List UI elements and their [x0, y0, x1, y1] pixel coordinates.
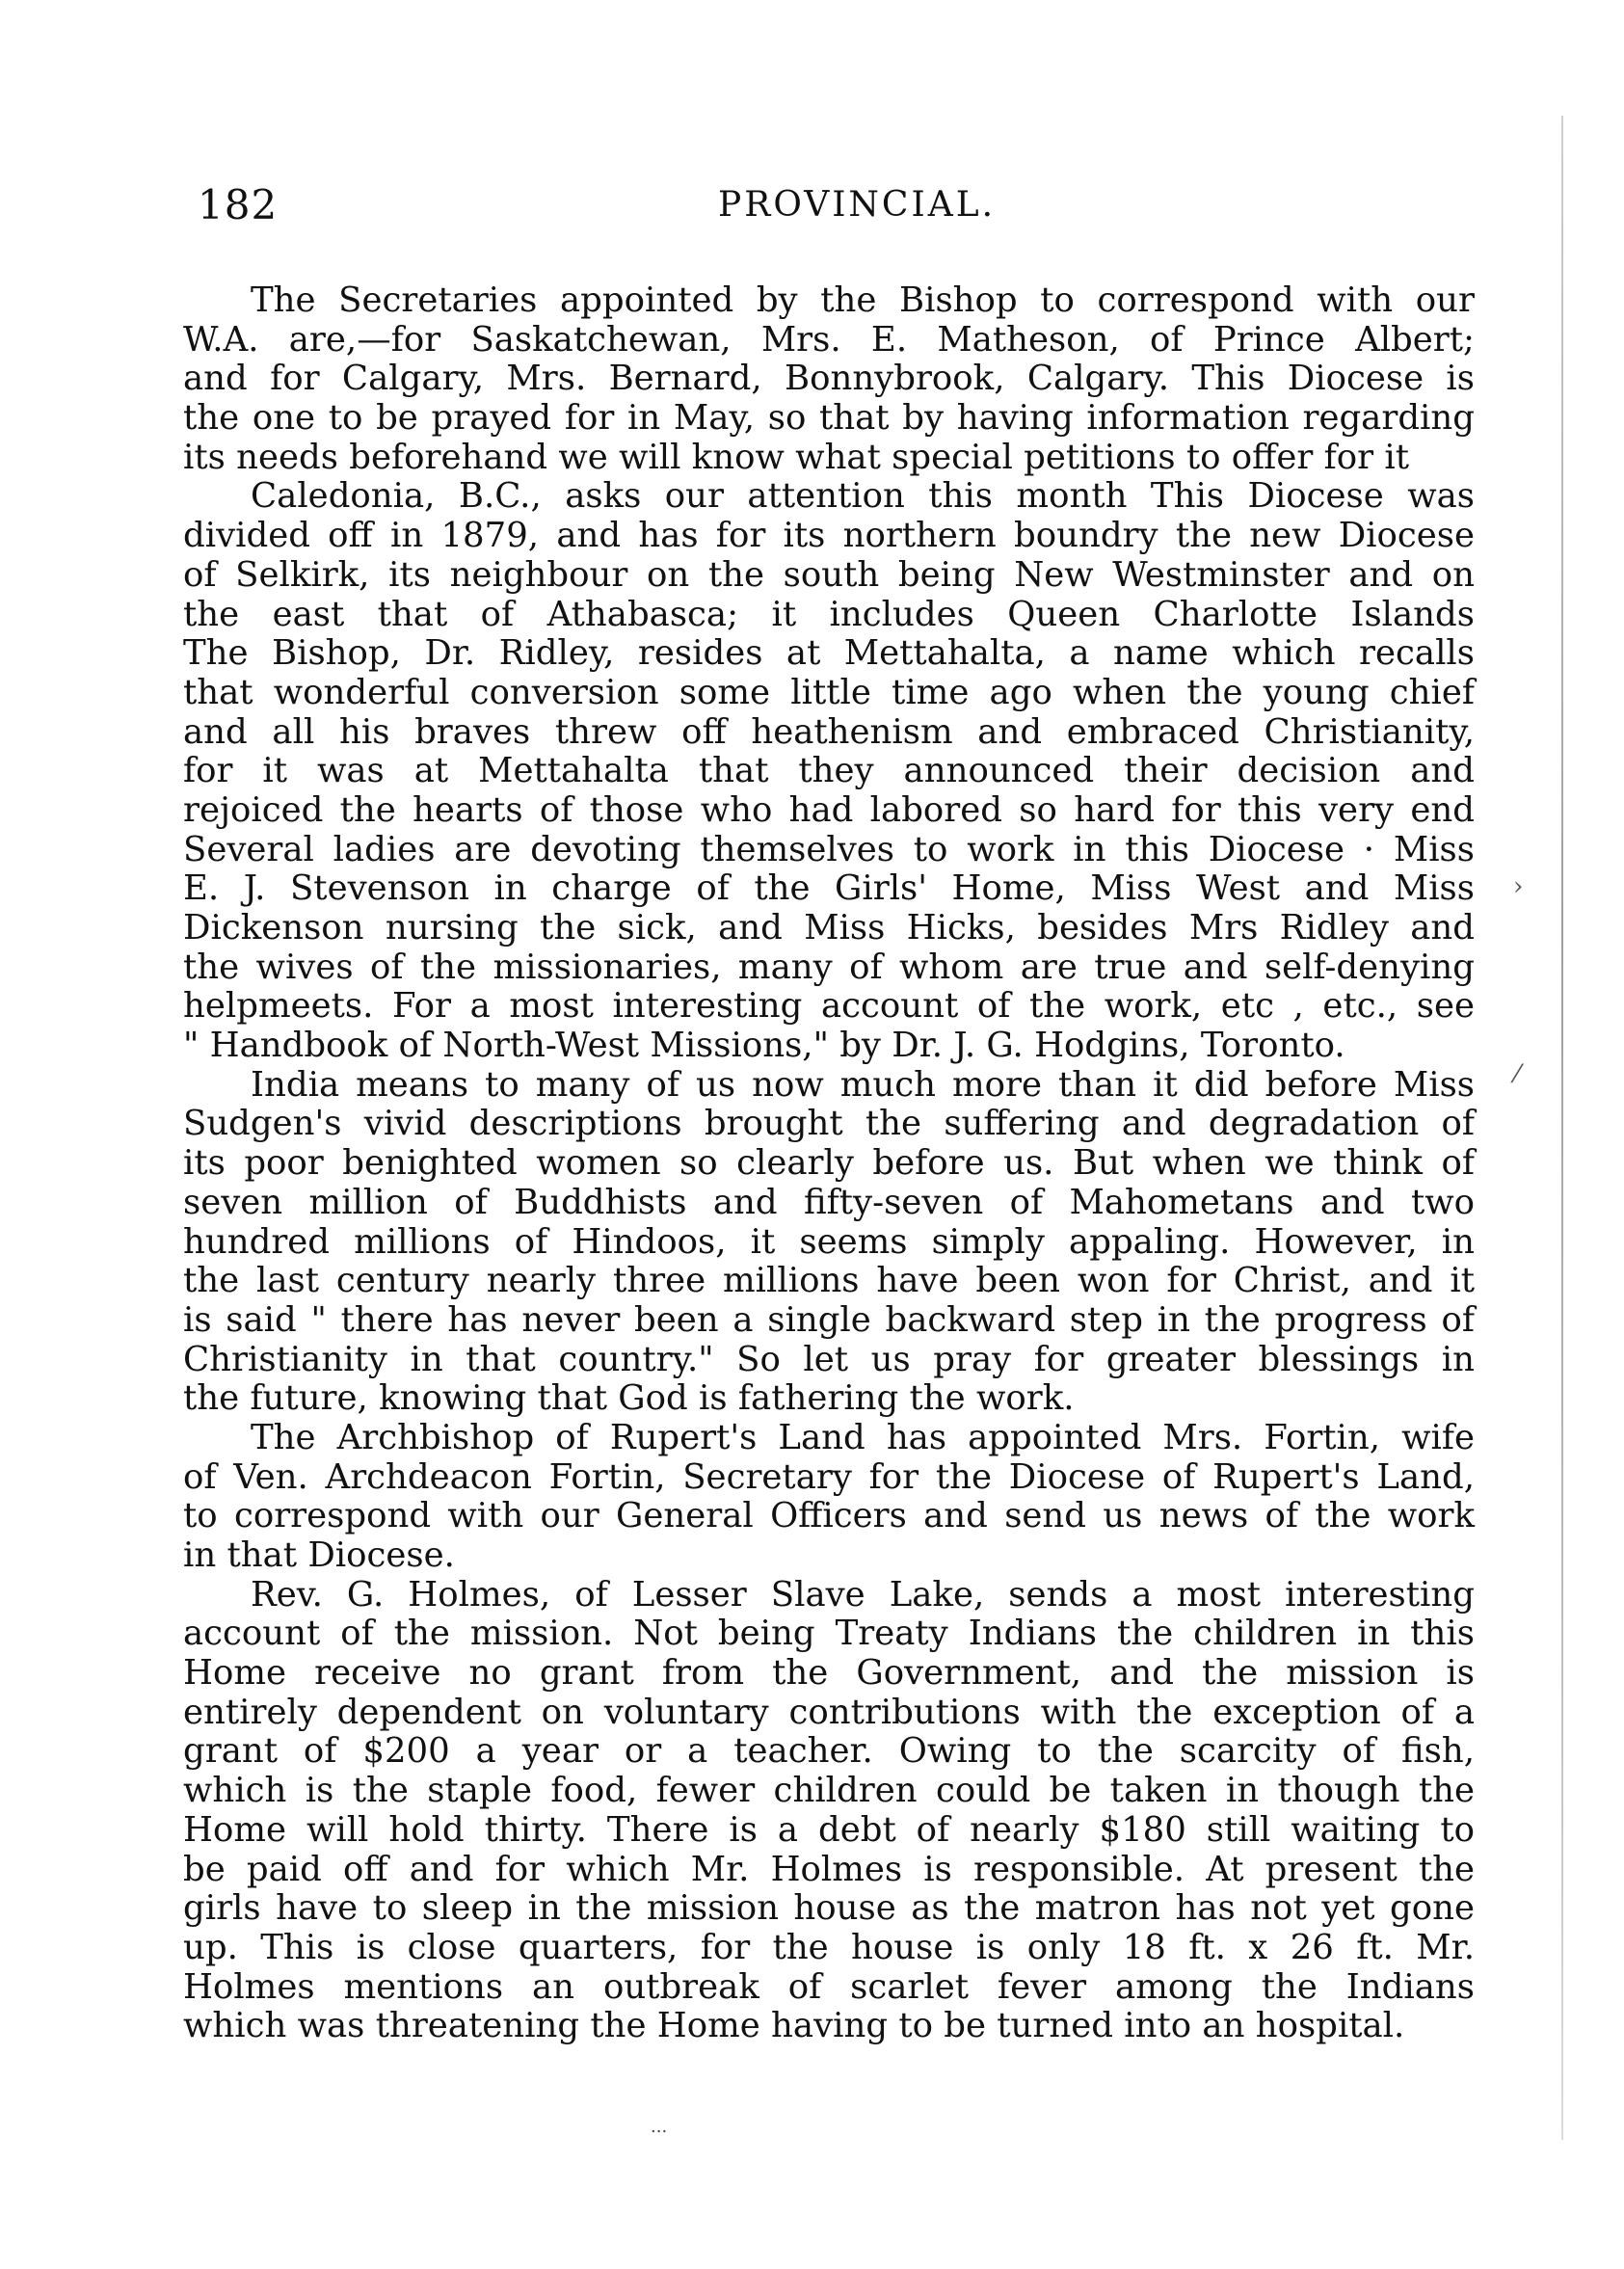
text-line: is said " there has never been a single backward step in the progress of	[183, 1299, 1475, 1340]
running-head: PROVINCIAL.	[718, 185, 997, 225]
page-number: 182	[198, 181, 279, 228]
text-line: the wives of the missionaries, many of whom are true and self-denying	[183, 947, 1475, 987]
text-line: E. J. Stevenson in charge of the Girls' Home, Miss West and Miss	[183, 868, 1475, 909]
text-line: Christianity in that country." So let us pray for greater blessings in	[183, 1339, 1475, 1379]
text-line: Home receive no grant from the Government, and the mission is	[183, 1653, 1475, 1694]
text-line: the east that of Athabasca; it includes Queen Charlotte Islands	[183, 594, 1475, 634]
footer-mark: ...	[651, 2117, 668, 2137]
margin-smudge-icon: ›	[1513, 872, 1524, 901]
text-line: Rev. G. Holmes, of Lesser Slave Lake, sends a most interesting	[251, 1574, 1475, 1615]
text-line: the future, knowing that God is fathering the work.	[183, 1378, 1075, 1419]
text-line: account of the mission. Not being Treaty Indians the children in this	[183, 1614, 1475, 1654]
text-line: grant of $200 a year or a teacher. Owing to the scarcity of fish,	[183, 1731, 1475, 1772]
text-line: Holmes mentions an outbreak of scarlet fever among the Indians	[183, 1966, 1475, 2007]
text-line: which was threatening the Home having to be turned into an hospital.	[183, 2006, 1405, 2046]
text-line: of Ven. Archdeacon Fortin, Secretary for the Diocese of Rupert's Land,	[183, 1456, 1475, 1497]
text-line: helpmeets. For a most interesting account of the work, etc , etc., see	[183, 986, 1475, 1027]
text-line: and all his braves threw off heathenism and embraced Christianity,	[183, 711, 1475, 752]
text-line: The Bishop, Dr. Ridley, resides at Mettahalta, a name which recalls	[183, 633, 1475, 674]
text-line: which is the staple food, fewer children could be taken in though the	[183, 1771, 1475, 1811]
text-line: the one to be prayed for in May, so that by having information regarding	[183, 398, 1475, 439]
text-line: entirely dependent on voluntary contributions with the exception of a	[183, 1692, 1475, 1732]
text-line: " Handbook of North-West Missions," by Dr. J. G. Hodgins, Toronto.	[183, 1026, 1345, 1066]
body-text	[183, 281, 1475, 2046]
text-line: W.A. are,—for Saskatchewan, Mrs. E. Matheson, of Prince Albert;	[183, 319, 1475, 360]
text-line: the last century nearly three millions have been won for Christ, and it	[183, 1261, 1475, 1301]
margin-smudge-icon: ⁄	[1515, 1060, 1520, 1089]
text-line: India means to many of us now much more than it did before Miss	[251, 1064, 1475, 1105]
text-line: Caledonia, B.C., asks our attention this month This Diocese was	[251, 476, 1475, 517]
text-line: that wonderful conversion some little time ago when the young chief	[183, 672, 1475, 712]
text-line: Home will hold thirty. There is a debt of nearly $180 still waiting to	[183, 1809, 1475, 1850]
text-line: be paid off and for which Mr. Holmes is responsible. At present the	[183, 1849, 1475, 1889]
text-line: The Archbishop of Rupert's Land has appointed Mrs. Fortin, wife	[251, 1417, 1475, 1457]
text-line: in that Diocese.	[183, 1535, 455, 1575]
text-line: Sudgen's vivid descriptions brought the suffering and degradation of	[183, 1104, 1475, 1144]
text-line: to correspond with our General Officers and send us news of the work	[183, 1496, 1475, 1536]
text-line: of Selkirk, its neighbour on the south being New Westminster and on	[183, 554, 1475, 595]
binding-edge-rule	[1561, 116, 1563, 2140]
text-line: Dickenson nursing the sick, and Miss Hicks, besides Mrs Ridley and	[183, 908, 1475, 948]
text-line: hundred millions of Hindoos, it seems simply appaling. However, in	[183, 1221, 1475, 1262]
text-line: and for Calgary, Mrs. Bernard, Bonnybrook, Calgary. This Diocese is	[183, 359, 1475, 399]
text-line: seven million of Buddhists and fifty-seven of Mahometans and two	[183, 1182, 1475, 1222]
text-line: The Secretaries appointed by the Bishop to correspond with our	[251, 280, 1475, 320]
text-line: divided off in 1879, and has for its northern boundry the new Diocese	[183, 516, 1475, 556]
text-line: Several ladies are devoting themselves to work in this Diocese · Miss	[183, 829, 1475, 869]
text-line: its poor benighted women so clearly before us. But when we think of	[183, 1143, 1475, 1184]
text-line: up. This is close quarters, for the house is only 18 ft. x 26 ft. Mr.	[183, 1927, 1475, 1967]
text-line: girls have to sleep in the mission house as the matron has not yet gone	[183, 1888, 1475, 1929]
text-line: its needs beforehand we will know what special petitions to offer for it	[183, 437, 1410, 477]
text-line: rejoiced the hearts of those who had labored so hard for this very end	[183, 789, 1475, 830]
text-line: for it was at Mettahalta that they announced their decision and	[183, 751, 1475, 791]
page-header	[198, 181, 1460, 239]
